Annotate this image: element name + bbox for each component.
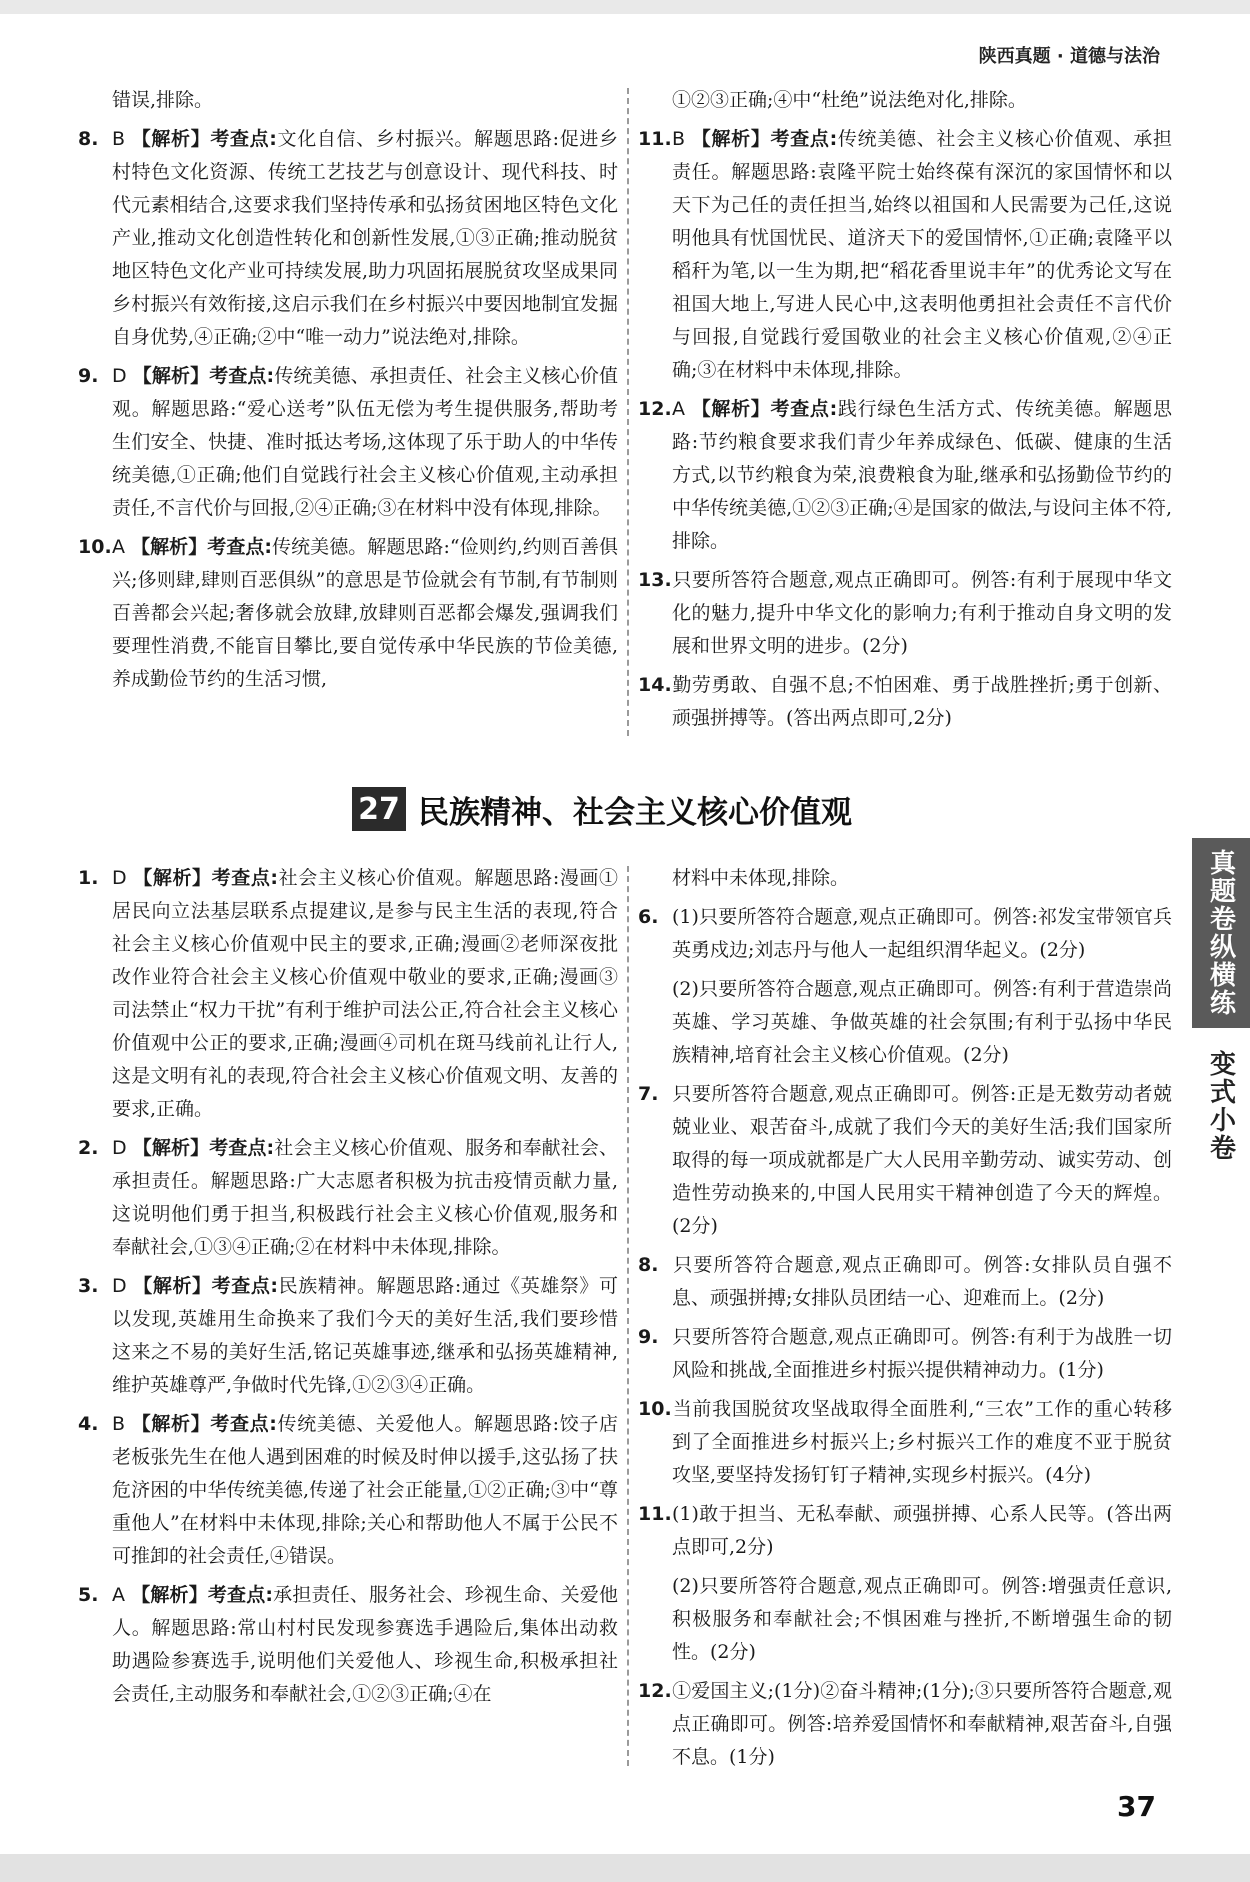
answer-item	[638, 1498, 1172, 1564]
side-tab-variant: 变式小卷	[1192, 1036, 1250, 1176]
key-point-label: 考查点:	[207, 1584, 273, 1606]
answer-item	[638, 973, 1172, 1072]
answer-text: 传统美德。解题思路:“俭则约,约则百善俱兴;侈则肆,肆则百恶俱纵”的意思是节俭就会有节制,有节制则百善都会兴起;奢侈就会放肆,放肆则百恶都会爆发,强调我们要理性消费,不能盲目攀比,要自觉传承中华民族的节俭美德,养成勤俭节约的生活习惯,	[112, 536, 618, 690]
answer-text: 错误,排除。	[112, 89, 214, 111]
answer-text: 践行绿色生活方式、传统美德。解题思路:节约粮食要求我们青少年养成绿色、低碳、健康的生活方式,以节约粮食为荣,浪费粮食为耻,继承和弘扬勤俭节约的中华传统美德,①②③正确;④是国家的做法,与设问主体不符,排除。	[672, 398, 1172, 552]
answer-text: (2)只要所答符合题意,观点正确即可。例答:有利于营造崇尚英雄、学习英雄、争做英雄的社会氛围;有利于弘扬中华民族精神,培育社会主义核心价值观。(2分)	[672, 978, 1172, 1066]
question-number: 10.	[78, 536, 112, 558]
answer-item	[638, 1321, 1172, 1387]
answer-text: 民族精神。解题思路:通过《英雄祭》可以发现,英雄用生命换来了我们今天的美好生活,我们要珍惜这来之不易的美好生活,铭记英雄事迹,继承和弘扬英雄精神,维护英雄尊严,争做时代先锋,①②③④正确。	[112, 1275, 618, 1396]
answer-choice: B	[112, 128, 126, 150]
answer-item	[78, 123, 618, 354]
question-number: 13.	[638, 569, 672, 591]
answer-item	[638, 123, 1172, 387]
answer-text: 当前我国脱贫攻坚战取得全面胜利,“三农”工作的重心转移到了全面推进乡村振兴上;乡村振兴工作的难度不亚于脱贫攻坚,要坚持发扬钉钉子精神,实现乡村振兴。(4分)	[672, 1398, 1172, 1486]
question-number: 3.	[78, 1275, 99, 1297]
answer-text: 传统美德、社会主义核心价值观、承担责任。解题思路:袁隆平院士始终葆有深沉的家国情怀和以天下为己任的责任担当,始终以祖国和人民需要为己任,这说明他具有忧国忧民、道济天下的爱国情怀,①正确;袁隆平以稻秆为笔,以一生为期,把“稻花香里说丰年”的优秀论文写在祖国大地上,写进人民心中,这表明他勇担社会责任不言代价与回报,自觉践行爱国敬业的社会主义核心价值观,②④正确;③在材料中未体现,排除。	[672, 128, 1172, 381]
question-number: 5.	[78, 1584, 99, 1606]
question-number: 1.	[78, 867, 99, 889]
key-point-label: 考查点:	[770, 398, 838, 420]
analysis-label: 【解析】	[691, 128, 771, 150]
question-number: 11.	[638, 1503, 672, 1525]
answer-item	[78, 531, 618, 696]
question-number: 6.	[638, 906, 659, 928]
key-point-label: 考查点:	[770, 128, 838, 150]
key-point-label: 考查点:	[209, 365, 275, 387]
answer-choice: D	[112, 365, 127, 387]
analysis-label: 【解析】	[133, 1275, 212, 1297]
bottom-scan-band	[0, 1854, 1250, 1882]
analysis-label: 【解析】	[131, 128, 211, 150]
answer-text: ①②③正确;④中“杜绝”说法绝对化,排除。	[672, 89, 1027, 111]
answer-choice: B	[112, 1413, 126, 1435]
key-point-label: 考查点:	[209, 1137, 275, 1159]
question-number: 12.	[638, 398, 672, 420]
answer-item	[638, 393, 1172, 558]
answer-item	[638, 84, 1172, 117]
question-number: 9.	[78, 365, 99, 387]
answer-item	[78, 1270, 618, 1402]
answer-choice: D	[112, 1137, 127, 1159]
answer-item	[638, 1078, 1172, 1243]
question-number: 8.	[638, 1254, 659, 1276]
key-point-label: 考查点:	[210, 1413, 277, 1435]
answer-text: (1)敢于担当、无私奉献、顽强拼搏、心系人民等。(答出两点即可,2分)	[672, 1503, 1172, 1558]
analysis-label: 【解析】	[132, 1137, 210, 1159]
analysis-label: 【解析】	[691, 398, 771, 420]
answer-item	[638, 901, 1172, 967]
question-number: 11.	[638, 128, 672, 150]
answer-text: (2)只要所答符合题意,观点正确即可。例答:增强责任意识,积极服务和奉献社会;不惧困难与挫折,不断增强生命的韧性。(2分)	[672, 1575, 1172, 1663]
answer-text: 文化自信、乡村振兴。解题思路:促进乡村特色文化资源、传统工艺技艺与创意设计、现代科技、时代元素相结合,这要求我们坚持传承和弘扬贫困地区特色文化产业,推动文化创造性转化和创新性发展,①③正确;推动脱贫地区特色文化产业可持续发展,助力巩固拓展脱贫攻坚成果同乡村振兴有效衔接,这启示我们在乡村振兴中要因地制宜发掘自身优势,④正确;②中“唯一动力”说法绝对,排除。	[112, 128, 618, 348]
top-left-column	[78, 84, 618, 702]
column-divider-bottom	[627, 866, 629, 1766]
answer-item	[78, 1579, 618, 1711]
answer-choice: D	[112, 1275, 127, 1297]
question-number: 8.	[78, 128, 99, 150]
question-number: 4.	[78, 1413, 99, 1435]
answer-item	[638, 669, 1172, 735]
answer-item	[638, 1570, 1172, 1669]
answer-item	[78, 862, 618, 1126]
bottom-left-column	[78, 862, 618, 1717]
question-number: 14.	[638, 674, 672, 696]
question-number: 9.	[638, 1326, 659, 1348]
answer-text: 传统美德、关爱他人。解题思路:饺子店老板张先生在他人遇到困难的时候及时伸以援手,这弘扬了扶危济困的中华传统美德,传递了社会正能量,①②正确;③中“尊重他人”在材料中未体现,排除;关心和帮助他人不属于公民不可推卸的社会责任,④错误。	[112, 1413, 618, 1567]
analysis-label: 【解析】	[132, 365, 210, 387]
key-point-label: 考查点:	[211, 1275, 279, 1297]
answer-item	[638, 1249, 1172, 1315]
running-header: 陕西真题 · 道德与法治	[978, 46, 1160, 67]
analysis-label: 【解析】	[133, 867, 212, 889]
answer-item	[638, 862, 1172, 895]
section-heading	[352, 785, 852, 833]
answer-text: 材料中未体现,排除。	[672, 867, 850, 889]
answer-choice: D	[112, 867, 127, 889]
analysis-label: 【解析】	[131, 536, 208, 558]
answer-item	[638, 1675, 1172, 1774]
key-point-label: 考查点:	[207, 536, 273, 558]
answer-text: 只要所答符合题意,观点正确即可。例答:有利于为战胜一切风险和挑战,全面推进乡村振兴提供精神动力。(1分)	[672, 1326, 1172, 1381]
question-number: 7.	[638, 1083, 659, 1105]
top-scan-band	[0, 0, 1250, 14]
answer-text: 社会主义核心价值观、服务和奉献社会、承担责任。解题思路:广大志愿者积极为抗击疫情贡献力量,这说明他们勇于担当,积极践行社会主义核心价值观,服务和奉献社会,①③④正确;②在材料中未体现,排除。	[112, 1137, 618, 1258]
answer-item	[638, 1393, 1172, 1492]
answer-text: ①爱国主义;(1分)②奋斗精神;(1分);③只要所答符合题意,观点正确即可。例答:培养爱国情怀和奉献精神,艰苦奋斗,自强不息。(1分)	[672, 1680, 1172, 1768]
answer-text: 传统美德、承担责任、社会主义核心价值观。解题思路:“爱心送考”队伍无偿为考生提供服务,帮助考生们安全、快捷、准时抵达考场,这体现了乐于助人的中华传统美德,①正确;他们自觉践行社会主义核心价值观,主动承担责任,不言代价与回报,②④正确;③在材料中没有体现,排除。	[112, 365, 618, 519]
question-number: 10.	[638, 1398, 672, 1420]
answer-choice: A	[672, 398, 685, 420]
answer-choice: A	[112, 1584, 125, 1606]
key-point-label: 考查点:	[211, 867, 279, 889]
answer-text: 承担责任、服务社会、珍视生命、关爱他人。解题思路:常山村村民发现参赛选手遇险后,集体出动救助遇险参赛选手,说明他们关爱他人、珍视生命,积极承担社会责任,主动服务和奉献社会,①②③正确;④在	[112, 1584, 618, 1705]
answer-text: 只要所答符合题意,观点正确即可。例答:有利于展现中华文化的魅力,提升中华文化的影响力;有利于推动自身文明的发展和世界文明的进步。(2分)	[672, 569, 1172, 657]
page-number: 37	[1117, 1790, 1156, 1823]
answer-choice: B	[672, 128, 686, 150]
answer-text: 勤劳勇敢、自强不息;不怕困难、勇于战胜挫折;勇于创新、顽强拼搏等。(答出两点即可,2分)	[672, 674, 1172, 729]
answer-choice: A	[112, 536, 125, 558]
analysis-label: 【解析】	[131, 1584, 208, 1606]
top-right-column	[638, 84, 1172, 741]
section-title: 民族精神、社会主义核心价值观	[418, 794, 852, 831]
section-number-badge: 27	[352, 787, 406, 831]
answer-item	[78, 360, 618, 525]
answer-item	[78, 1408, 618, 1573]
answer-item	[78, 84, 618, 117]
column-divider-top	[627, 88, 629, 736]
answer-item	[638, 564, 1172, 663]
question-number: 2.	[78, 1137, 99, 1159]
answer-text: (1)只要所答符合题意,观点正确即可。例答:祁发宝带领官兵英勇戍边;刘志丹与他人一起组织渭华起义。(2分)	[672, 906, 1172, 961]
question-number: 12.	[638, 1680, 672, 1702]
side-tab-main: 真题卷纵横练	[1192, 838, 1250, 1028]
key-point-label: 考查点:	[210, 128, 277, 150]
answer-text: 只要所答符合题意,观点正确即可。例答:正是无数劳动者兢兢业业、艰苦奋斗,成就了我们今天的美好生活;我们国家所取得的每一项成就都是广大人民用辛勤劳动、诚实劳动、创造性劳动换来的,中国人民用实干精神创造了今天的辉煌。(2分)	[672, 1083, 1172, 1237]
answer-text: 社会主义核心价值观。解题思路:漫画①居民向立法基层联系点提建议,是参与民主生活的表现,符合社会主义核心价值观中民主的要求,正确;漫画②老师深夜批改作业符合社会主义核心价值观中敬业的要求,正确;漫画③司法禁止“权力干扰”有利于维护司法公正,符合社会主义核心价值观中公正的要求,正确;漫画④司机在斑马线前礼让行人,这是文明有礼的表现,符合社会主义核心价值观文明、友善的要求,正确。	[112, 867, 618, 1120]
answer-item	[78, 1132, 618, 1264]
bottom-right-column	[638, 862, 1172, 1780]
answer-text: 只要所答符合题意,观点正确即可。例答:女排队员自强不息、顽强拼搏;女排队员团结一心、迎难而上。(2分)	[672, 1254, 1172, 1309]
analysis-label: 【解析】	[131, 1413, 211, 1435]
